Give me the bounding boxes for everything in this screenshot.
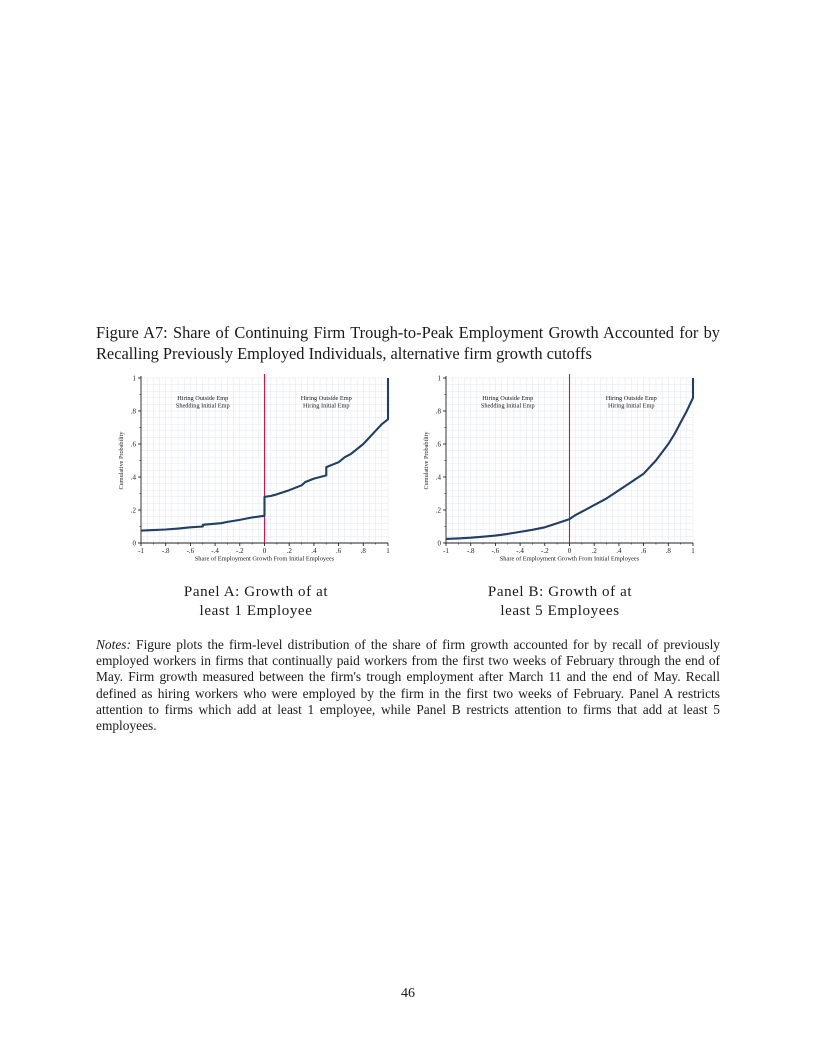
panel-b-annotation-1-line2: Shedding Initial Emp	[480, 402, 535, 410]
panel-a-y-tick-label: .8	[130, 407, 136, 416]
panel-a-x-tick-label: -1	[138, 547, 144, 555]
panel-b-annotation-1-line1: Hiring Outside Emp	[482, 394, 534, 402]
page-number: 46	[401, 986, 415, 1001]
panel-b-title-line1: Panel B: Growth of at	[487, 584, 633, 600]
panel-a-x-tick-label: 1	[386, 547, 390, 555]
panel-b-annotation-2-line1: Hiring Outside Emp	[605, 394, 657, 402]
panel-b-x-axis-label: Share of Employment Growth From Initial Employees	[499, 555, 640, 563]
panel-b-x-tick-label: .8	[665, 547, 671, 555]
panel-b-x-tick-label: -.2	[541, 547, 549, 555]
panel-a-x-tick-label: .6	[335, 547, 342, 555]
panel-a-x-tick-label: 0	[262, 547, 267, 555]
panel-b-x-tick-label: .2	[591, 547, 597, 555]
panel-a-annotation-2-line1: Hiring Outside Emp	[300, 394, 352, 402]
panel-b-x-tick-label: -.6	[491, 547, 500, 555]
panel-b-x-tick-label: -1	[443, 547, 449, 555]
notes-label: Notes:	[96, 637, 131, 652]
panel-b-title	[410, 583, 710, 621]
panel-b-annotation-2-line2: Hiring Initial Emp	[607, 402, 655, 410]
panel-a-x-tick-label: -.4	[211, 547, 219, 555]
panel-b-x-tick-label: 0	[567, 547, 572, 555]
panel-b-x-tick-label: 1	[691, 547, 695, 555]
panel-a-x-tick-label: -.8	[161, 547, 170, 555]
panel-a-x-tick-label: .8	[360, 547, 366, 555]
panel-b-y-tick-label: .6	[435, 440, 441, 449]
panel-a-title-line1: Panel A: Growth of at	[183, 584, 329, 600]
notes-text: Figure plots the firm-level distribution of the share of firm growth accounted for by recall of previously employed workers in firms that continually paid workers from the first two weeks of February through the end of May. Firm growth measured between the firm's trough employment after March 11 and the end of May. Recall defined as hiring workers who were employed by the firm in the first two weeks of February. Panel A restricts attention to firms which add at least 1 employee, while Panel B restricts attention to firms that add at least 5 employees.	[96, 637, 720, 734]
panel-b-x-tick-label: -.8	[466, 547, 475, 555]
panel-a-y-tick-label: 0	[132, 539, 136, 548]
panel-a-y-tick-label: 1	[132, 374, 136, 383]
panel-a-x-tick-label: .4	[311, 547, 317, 555]
panel-b-y-tick-label: 0	[437, 539, 441, 548]
panel-a-y-axis-label: Cumulative Probability	[118, 431, 125, 490]
panel-b-x-tick-label: -.4	[516, 547, 524, 555]
panel-a-annotation-1-line2: Shedding Initial Emp	[175, 402, 230, 410]
panel-a-x-tick-label: -.6	[186, 547, 195, 555]
panel-a-annotation-2-line2: Hiring Initial Emp	[302, 402, 350, 410]
panel-a-y-tick-label: .2	[130, 506, 136, 515]
panel-a-annotation-1-line1: Hiring Outside Emp	[177, 394, 229, 402]
figure-caption: Figure A7: Share of Continuing Firm Trough-to-Peak Employment Growth Accounted for by Recalling Previously Employed Individuals, alternative firm growth cutoffs	[96, 323, 720, 363]
panel-a-y-tick-label: .4	[130, 473, 136, 482]
panel-b-x-tick-label: .4	[616, 547, 622, 555]
panel-b-y-tick-label: 1	[437, 374, 441, 383]
panel-a-x-tick-label: -.2	[236, 547, 244, 555]
panel-b-y-axis-label: Cumulative Probability	[423, 431, 430, 490]
panel-a-chart	[112, 370, 402, 570]
panel-b-chart	[417, 370, 707, 570]
figure-notes	[96, 637, 720, 734]
panel-a-title	[106, 583, 406, 621]
panel-b-title-line2: least 5 Employees	[500, 603, 620, 619]
panel-a-title-line2: least 1 Employee	[199, 603, 313, 619]
panel-b-y-tick-label: .8	[435, 407, 441, 416]
panel-b-y-tick-label: .2	[435, 506, 441, 515]
panel-b-x-tick-label: .6	[640, 547, 647, 555]
panel-a-y-tick-label: .6	[130, 440, 136, 449]
panel-b-y-tick-label: .4	[435, 473, 441, 482]
panel-a-x-tick-label: .2	[286, 547, 292, 555]
panel-a-x-axis-label: Share of Employment Growth From Initial Employees	[194, 555, 335, 563]
